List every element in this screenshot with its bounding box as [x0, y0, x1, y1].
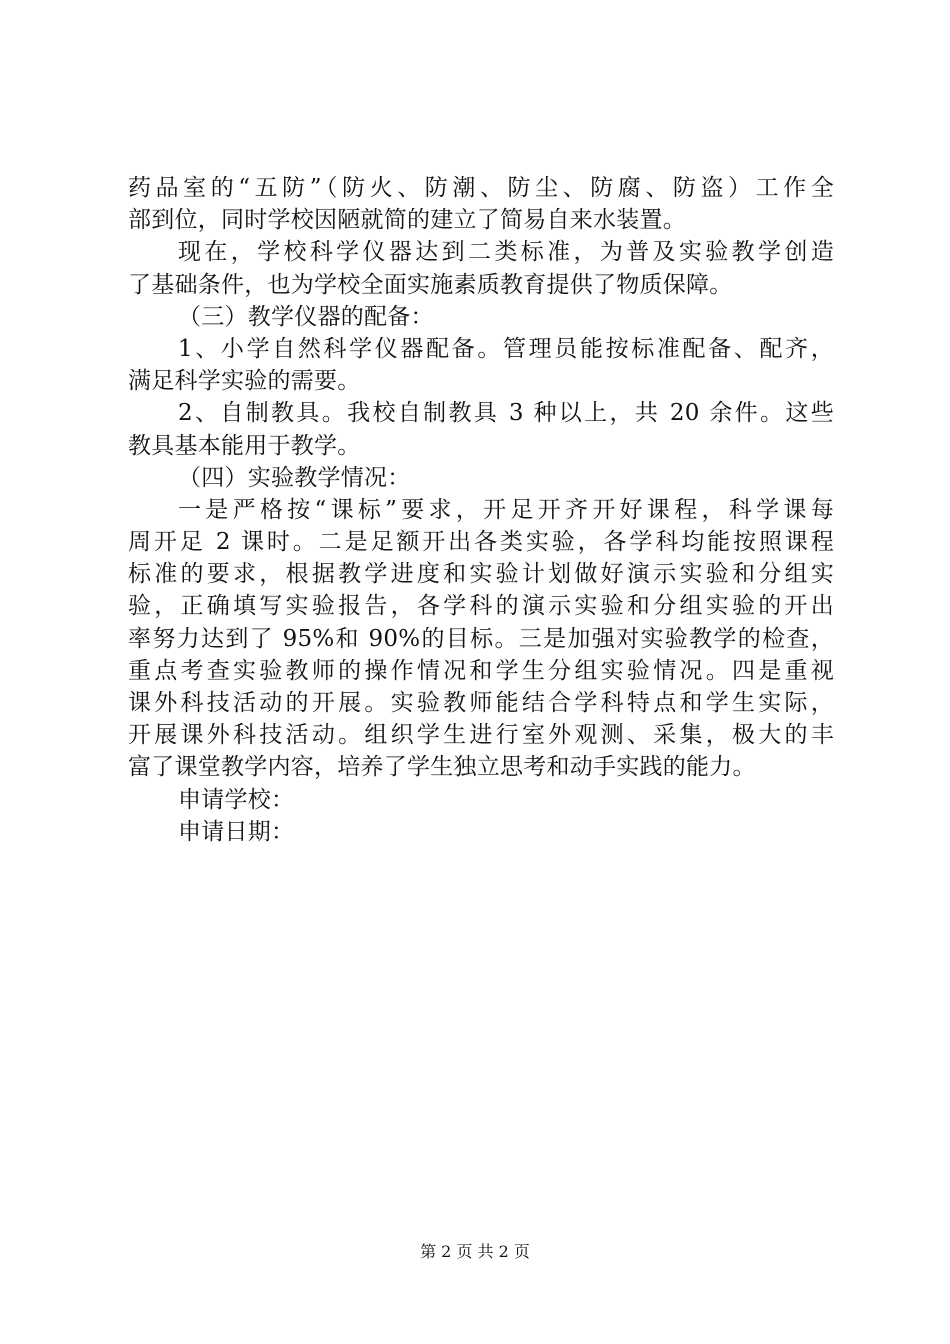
text-line: 富了课堂教学内容，培养了学生独立思考和动手实践的能力。 [128, 754, 756, 781]
text-line: 重点考查实验教师的操作情况和学生分组实验情况。四是重视 [128, 657, 834, 684]
text-line: 满足科学实验的需要。 [128, 368, 361, 395]
text-line: 1、小学自然科学仪器配备。管理员能按标准配备、配齐， [178, 335, 834, 362]
text-line: （四）实验教学情况： [178, 464, 411, 491]
text-line: 部到位，同时学校因陋就简的建立了简易自来水装置。 [128, 207, 686, 234]
text-line: 申请学校： [178, 786, 295, 813]
text-line: 教具基本能用于教学。 [128, 432, 361, 459]
text-line: 药品室的“五防”（防火、防潮、防尘、防腐、防盗）工作全 [128, 175, 834, 201]
text-line: （三）教学仪器的配备： [178, 303, 434, 330]
text-line: 2、自制教具。我校自制教具 3 种以上，共 20 余件。这些 [178, 400, 834, 427]
text-line: 申请日期： [178, 818, 295, 845]
text-line: 开展课外科技活动。组织学生进行室外观测、采集，极大的丰 [128, 722, 834, 749]
text-line: 验，正确填写实验报告，各学科的演示实验和分组实验的开出 [128, 593, 834, 620]
page-number-label: 第 2 页 共 2 页 [420, 1242, 530, 1261]
text-line: 率努力达到了 95%和 90%的目标。三是加强对实验教学的检查， [128, 625, 834, 652]
text-line: 课外科技活动的开展。实验教师能结合学科特点和学生实际， [128, 690, 834, 716]
text-line: 周开足 2 课时。二是足额开出各类实验，各学科均能按照课程 [128, 529, 834, 556]
document-body [128, 172, 834, 848]
text-line: 一是严格按“课标”要求，开足开齐开好课程，科学课每 [178, 496, 834, 523]
text-line: 了基础条件，也为学校全面实施素质教育提供了物质保障。 [128, 271, 733, 298]
text-line: 标准的要求，根据教学进度和实验计划做好演示实验和分组实 [128, 561, 834, 588]
page-footer [0, 1241, 950, 1263]
text-line: 现在，学校科学仪器达到二类标准，为普及实验教学创造 [178, 239, 834, 266]
